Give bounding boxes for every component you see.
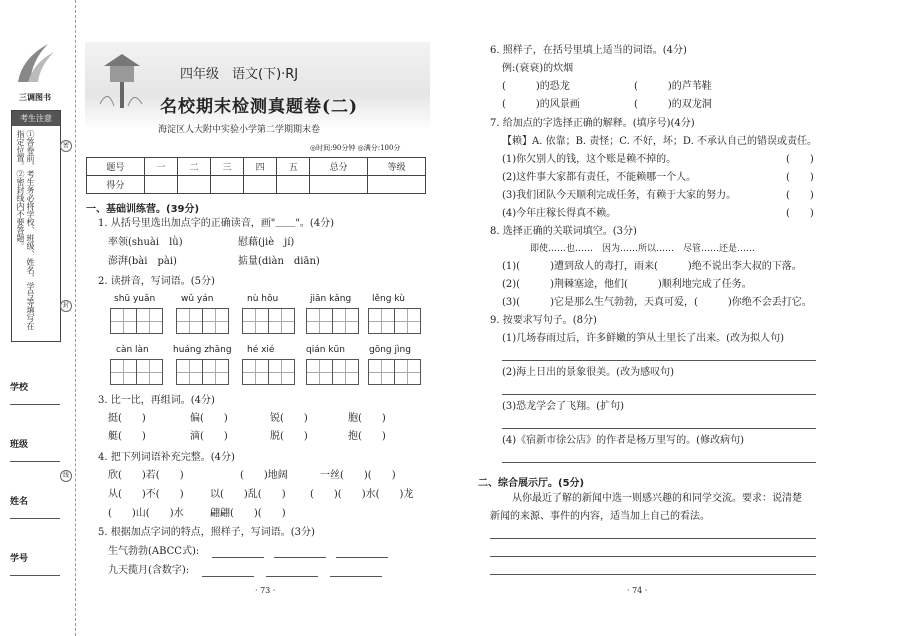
writing-grid[interactable] xyxy=(242,359,294,388)
pinyin-label: càn làn xyxy=(116,345,149,355)
q4-item[interactable]: ( )( )水( )龙 xyxy=(310,489,414,500)
answer-line[interactable] xyxy=(274,557,326,558)
answer-paren[interactable]: ( ) xyxy=(786,208,814,219)
table-cell: 等级 xyxy=(368,158,426,176)
writing-grid[interactable] xyxy=(306,359,358,388)
q1-item-1: 率领(shuài lǜ) xyxy=(108,237,183,248)
answer-line[interactable] xyxy=(330,576,382,577)
class-label: 班级 xyxy=(10,440,29,450)
pinyin-label: gōng jìng xyxy=(369,345,411,355)
q4-item[interactable]: ( )地阔 xyxy=(240,470,288,481)
pinyin-label: huáng zhāng xyxy=(173,345,232,355)
q5-prompt-a: 生气勃勃(ABCC式): xyxy=(108,546,200,557)
answer-line[interactable] xyxy=(490,538,816,539)
brand-logo-icon xyxy=(8,38,60,90)
writing-grid[interactable] xyxy=(368,359,420,388)
writing-grid[interactable] xyxy=(176,308,228,337)
question-5: 5. 根据加点字词的特点，照样子，写词语。(3分) xyxy=(98,527,315,538)
q9-item: (2)海上日出的景象很美。(改为感叹句) xyxy=(502,367,674,378)
page-number-right: · 74 · xyxy=(627,586,648,595)
table-cell: 三 xyxy=(211,158,244,176)
q4-item[interactable]: 以( )乱( ) xyxy=(210,489,286,500)
seal-mark-1: 密 xyxy=(60,140,72,152)
table-cell: 五 xyxy=(277,158,310,176)
q7-item: (3)我们团队今天顺利完成任务，有赖于大家的努力。 xyxy=(502,190,737,201)
answer-line[interactable] xyxy=(336,557,388,558)
section-2-text-1: 从你最近了解的新闻中选一则感兴趣的和同学交流。要求：说清楚 xyxy=(512,493,802,504)
q3-item[interactable]: 偏( ) xyxy=(190,413,228,424)
writing-grid[interactable] xyxy=(306,308,358,337)
score-cell[interactable] xyxy=(144,176,177,194)
answer-paren[interactable]: ( ) xyxy=(786,172,814,183)
question-8: 8. 选择正确的关联词填空。(3分) xyxy=(490,226,637,237)
q4-item[interactable]: 从( )不( ) xyxy=(108,489,184,500)
answer-line[interactable] xyxy=(502,360,816,361)
q8-item[interactable]: (3)( )它是那么生气勃勃，天真可爱，( )你绝不会丢打它。 xyxy=(502,297,812,308)
table-cell: 一 xyxy=(144,158,177,176)
q9-item: (4)《宿新市徐公店》的作者是杨万里写的。(修改病句) xyxy=(502,435,744,446)
brand-name: 三调图书 xyxy=(19,93,51,102)
q5-prompt-b: 九天揽月(含数字): xyxy=(108,565,190,576)
question-4: 4. 把下列词语补充完整。(4分) xyxy=(98,452,235,463)
q4-item[interactable]: 一丝( )( ) xyxy=(320,470,396,481)
writing-grid[interactable] xyxy=(242,308,294,337)
question-3: 3. 比一比，再组词。(4分) xyxy=(98,395,215,406)
score-cell[interactable] xyxy=(310,176,368,194)
answer-line[interactable] xyxy=(266,576,318,577)
section-1-title: 一、基础训练营。(39分) xyxy=(86,204,200,215)
name-label: 姓名 xyxy=(10,497,29,507)
pinyin-label: shū yuǎn xyxy=(114,294,156,304)
writing-grid[interactable] xyxy=(368,308,420,337)
student-id-label: 学号 xyxy=(10,554,29,564)
q6-item[interactable]: ( )的芦苇鞋 xyxy=(634,81,712,92)
section-2-text-2: 新闻的来源、事件的内容，适当加上自己的看法。 xyxy=(490,511,710,522)
q1-item-4: 掂量(diàn diān) xyxy=(238,256,320,267)
q9-item: (1)几场春雨过后，许多鲜嫩的笋从土里长了出来。(改为拟人句) xyxy=(502,333,784,344)
table-cell: 得分 xyxy=(87,176,145,194)
table-row xyxy=(87,176,426,194)
question-9: 9. 按要求写句子。(8分) xyxy=(490,315,597,326)
score-cell[interactable] xyxy=(211,176,244,194)
q7-item: (2)这件事大家都有责任，不能赖哪一个人。 xyxy=(502,172,697,183)
score-cell[interactable] xyxy=(244,176,277,194)
answer-line[interactable] xyxy=(502,394,816,395)
score-cell[interactable] xyxy=(277,176,310,194)
exam-title: 名校期末检测真题卷(二) xyxy=(160,97,359,117)
score-table xyxy=(86,157,426,194)
q3-item[interactable]: 挺( ) xyxy=(108,413,146,424)
exam-subtitle: 海淀区人大附中实验小学第二学期期末卷 xyxy=(158,125,321,135)
q4-item[interactable]: 欣( )若( ) xyxy=(108,470,184,481)
pinyin-label: lěng kù xyxy=(372,294,405,304)
q8-item[interactable]: (1)( )遭到敌人的毒打，雨来( )绝不说出李大叔的下落。 xyxy=(502,261,802,272)
q3-item[interactable]: 滴( ) xyxy=(190,431,228,442)
q9-item: (3)恐龙学会了飞翔。(扩句) xyxy=(502,401,624,412)
pinyin-label: nù hǒu xyxy=(247,294,279,304)
table-cell: 题号 xyxy=(87,158,145,176)
q3-item[interactable]: 锐( ) xyxy=(270,413,308,424)
q1-item-2: 慰藉(jiè jí) xyxy=(238,237,295,248)
notice-text: ①答卷前，考生务必将学校、班级、姓名、学号等填写在指定位置。②密封线内不要答题。 xyxy=(16,130,35,330)
pinyin-label: qián kūn xyxy=(306,345,345,355)
writing-grid[interactable] xyxy=(110,308,162,337)
score-cell[interactable] xyxy=(368,176,426,194)
q3-item[interactable]: 脱( ) xyxy=(270,431,308,442)
notice-title: 考生注意 xyxy=(12,111,60,126)
answer-paren[interactable]: ( ) xyxy=(786,154,814,165)
score-cell[interactable] xyxy=(177,176,210,194)
q6-example: 例:(衰衰)的炊烟 xyxy=(502,63,574,74)
pinyin-label: wǔ yán xyxy=(181,294,214,304)
q6-item[interactable]: ( )的恐龙 xyxy=(502,81,570,92)
answer-paren[interactable]: ( ) xyxy=(786,190,814,201)
writing-grid[interactable] xyxy=(176,359,228,388)
q3-item[interactable]: 胞( ) xyxy=(348,413,386,424)
question-6: 6. 照样子，在括号里填上适当的词语。(4分) xyxy=(490,45,687,56)
school-field[interactable] xyxy=(10,404,60,405)
question-7: 7. 给加点的字选择正确的解释。(填序号)(4分) xyxy=(490,118,695,129)
table-cell: 二 xyxy=(177,158,210,176)
table-cell: 总分 xyxy=(310,158,368,176)
pinyin-label: jiān kǎng xyxy=(310,294,352,304)
q3-item[interactable]: 艇( ) xyxy=(108,431,146,442)
answer-line[interactable] xyxy=(490,574,816,575)
q4-item[interactable]: ( )山( )水 xyxy=(108,508,184,519)
full-score: ◎满分:100分 xyxy=(357,144,401,152)
q7-item: (1)你欠别人的钱，这个账是赖不掉的。 xyxy=(502,154,677,165)
section-2-title: 二、综合展示厅。(5分) xyxy=(478,478,585,489)
answer-line[interactable] xyxy=(490,556,816,557)
q7-definition: 【赖】A. 依靠；B. 责怪；C. 不好，坏；D. 不承认自己的错误或责任。 xyxy=(502,136,817,147)
q6-item[interactable]: ( )的双龙洞 xyxy=(634,99,712,110)
candidate-notice xyxy=(11,110,61,342)
seal-mark-2: 封 xyxy=(60,300,72,312)
q7-item: (4)今年庄稼长得真不赖。 xyxy=(502,208,617,219)
page-number-left: · 73 · xyxy=(255,586,276,595)
answer-line[interactable] xyxy=(202,576,254,577)
q6-item[interactable]: ( )的风景画 xyxy=(502,99,580,110)
q8-word-bank: 即使……也…… 因为……所以…… 尽管……还是…… xyxy=(530,244,756,254)
q1-item-3: 澎湃(bài pài) xyxy=(108,256,177,267)
q8-item[interactable]: (2)( )荆棘塞途，他们( )顺利地完成了任务。 xyxy=(502,279,752,290)
q4-item[interactable]: 翩翩( )( ) xyxy=(210,508,286,519)
birdhouse-icon xyxy=(98,48,146,108)
table-cell: 四 xyxy=(244,158,277,176)
writing-grid[interactable] xyxy=(110,359,162,388)
exam-meta xyxy=(310,143,400,153)
q3-item[interactable]: 抱( ) xyxy=(348,431,386,442)
answer-line[interactable] xyxy=(212,557,264,558)
question-1: 1. 从括号里选出加点字的正确读音，画"＿＿"。(4分) xyxy=(98,218,335,229)
school-label: 学校 xyxy=(10,383,29,393)
grade-subject: 四年级 语文(下)·RJ xyxy=(180,67,299,82)
name-field[interactable] xyxy=(10,518,60,519)
time-limit: ◎时间:90分钟 xyxy=(310,144,356,152)
student-id-field[interactable] xyxy=(10,575,60,576)
answer-line[interactable] xyxy=(502,462,816,463)
question-2: 2. 读拼音，写词语。(5分) xyxy=(98,276,215,287)
table-row xyxy=(87,158,426,176)
answer-line[interactable] xyxy=(502,428,816,429)
pinyin-label: hé xié xyxy=(247,345,275,355)
seal-mark-3: 线 xyxy=(60,470,72,482)
class-field[interactable] xyxy=(10,461,60,462)
